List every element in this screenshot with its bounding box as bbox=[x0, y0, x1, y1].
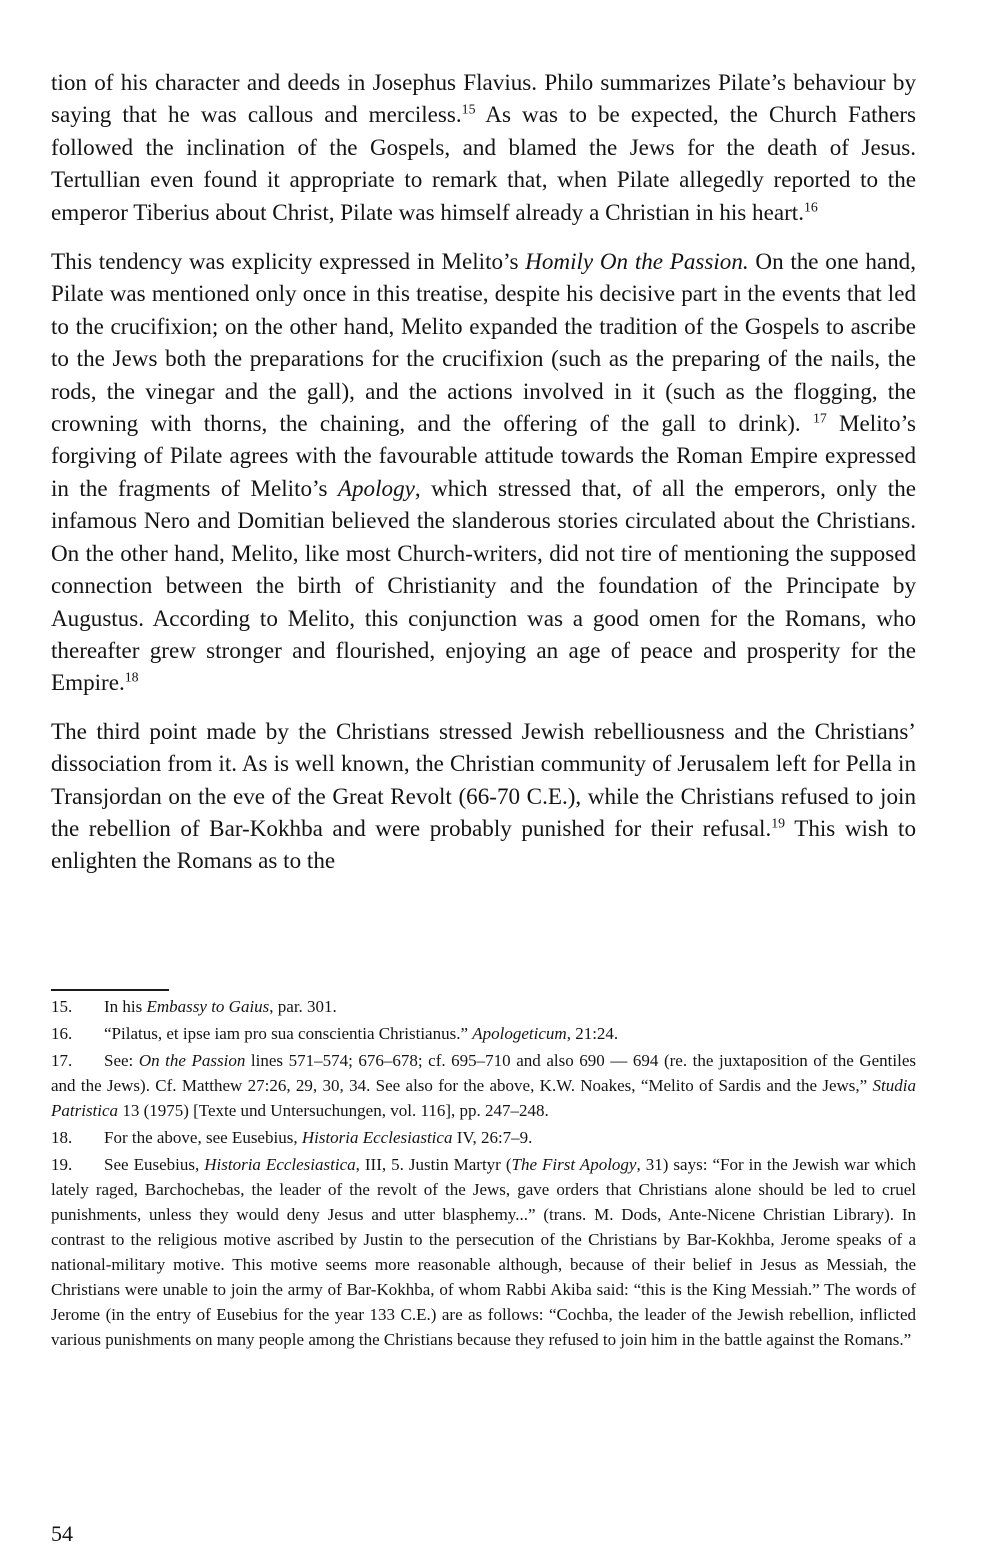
footnote-19: 19. See Eusebius, Historia Ecclesiastica, III, 5. Justin Martyr (The First Apology, 31) says: “For in the Jewish war which lately raged, Barchochebas, the leader of the revolt of the Jews, gave orders that Christians alone should be led to cruel punishments, unless they would deny Jesus and utter blasphemy...” (trans. M. Dods, Ante-Nicene Christian Library). In contrast to the religious motive ascribed by Justin to the persecution of the Christians by Bar-Kokhba, Jerome speaks of a national-military motive. This motive seems more reasonable although, because of their belief in Jesus as Messiah, the Christians were unable to join the army of Bar-Kokhba, of whom Rabbi Akiba said: “this is the King Messiah.” The words of Jerome (in the entry of Eusebius for the year 133 C.E.) are as follows: “Cochba, the leader of the Jewish rebellion, inflicted various punishments on many people among the Christians because they refused to join him in the battle against the Romans.” bbox=[51, 1152, 916, 1352]
footnote-ref-16[interactable]: 16 bbox=[803, 199, 818, 215]
footnote-ref-17[interactable]: 17 bbox=[812, 410, 827, 426]
footnote-18: 18. For the above, see Eusebius, Historia Ecclesiastica IV, 26:7–9. bbox=[51, 1125, 916, 1150]
paragraph-3: The third point made by the Christians stressed Jewish rebelliousness and the Christians’ dissociation from it. As is well known, the Christian community of Jerusalem left for Pella in Transjordan on the eve of the Great Revolt (66-70 C.E.), while the Christians refused to join the rebellion of Bar-Kokhba and were probably punished for their refusal.$^{19}$ This wish to enlighten the Romans as to the bbox=[51, 717, 916, 874]
footnote-number: 15. bbox=[51, 997, 73, 1016]
footnote-ref-18[interactable]: 18 bbox=[124, 669, 139, 685]
page-number: 54 bbox=[51, 1521, 73, 1546]
footnote-15: 15. In his Embassy to Gaius, par. 301. bbox=[51, 994, 916, 1019]
footnote-number: 17. bbox=[51, 1051, 73, 1070]
footnote-number: 19. bbox=[51, 1155, 73, 1174]
footnote-divider bbox=[51, 989, 169, 991]
footnotes bbox=[51, 994, 916, 1354]
paragraph-1: tion of his character and deeds in Josephus Flavius. Philo summarizes Pilate’s behaviour by saying that he was callous and merciless.$^{15}$ As was to be expected, the Church Fathers followed the inclination of the Gospels, and blamed the Jews for the death of Jesus. Tertullian even found it appropriate to remark that, when Pilate allegedly reported to the emperor Tiberius about Christ, Pilate was himself already a Christian in his heart.$^{16}$ bbox=[51, 69, 916, 225]
footnote-number: 18. bbox=[51, 1128, 73, 1147]
footnote-16: 16. “Pilatus, et ipse iam pro sua conscientia Christianus.” Apologeticum, 21:24. bbox=[51, 1021, 916, 1046]
title-homily: Homily On the Passion. bbox=[525, 248, 749, 275]
footnote-ref-15[interactable]: 15 bbox=[461, 101, 476, 117]
footnote-number: 16. bbox=[51, 1024, 73, 1043]
main-text bbox=[51, 66, 916, 893]
footnote-17: 17. See: On the Passion lines 571–574; 676–678; cf. 695–710 and also 690 — 694 (re. the juxtaposition of the Gentiles and the Jews). Cf. Matthew 27:26, 29, 30, 34. See also for the above, K.W. Noakes, “Melito of Sardis and the Jews,” Studia Patristica 13 (1975) [Texte und Untersuchungen, vol. 116], pp. 247–248. bbox=[51, 1048, 916, 1123]
title-apology: Apology bbox=[337, 474, 415, 501]
footnote-ref-19[interactable]: 19 bbox=[771, 815, 786, 831]
paragraph-2: This tendency was explicity expressed in Melito’s Homily On the Passion. On the one hand, Pilate was mentioned only once in this treatise, despite his decisive part in the events that led to the crucifixion; on the other hand, Melito expanded the tradition of the Gospels to ascribe to the Jews both the preparations for the crucifixion (such as the preparing of the nails, the rods, the vinegar and the gall), and the actions involved in it (such as the flogging, the crowning with thorns, the chaining, and the offering of the gall to drink). $^{17}$ Melito’s forgiving of Pilate agrees with the favourable attitude towards the Roman Empire expressed in the fragments of Melito’s Apology, which stressed that, of all the emperors, only the infamous Nero and Domitian believed the slanderous stories circulated about the Christians. On the other hand, Melito, like most Church-writers, did not tire of mentioning the supposed connection between the birth of Christianity and the foundation of the Principate by Augustus. According to Melito, this conjunction was a good omen for the Romans, who thereafter grew stronger and flourished, enjoying an age of peace and prosperity for the Empire.$^{18}$ bbox=[51, 248, 916, 696]
